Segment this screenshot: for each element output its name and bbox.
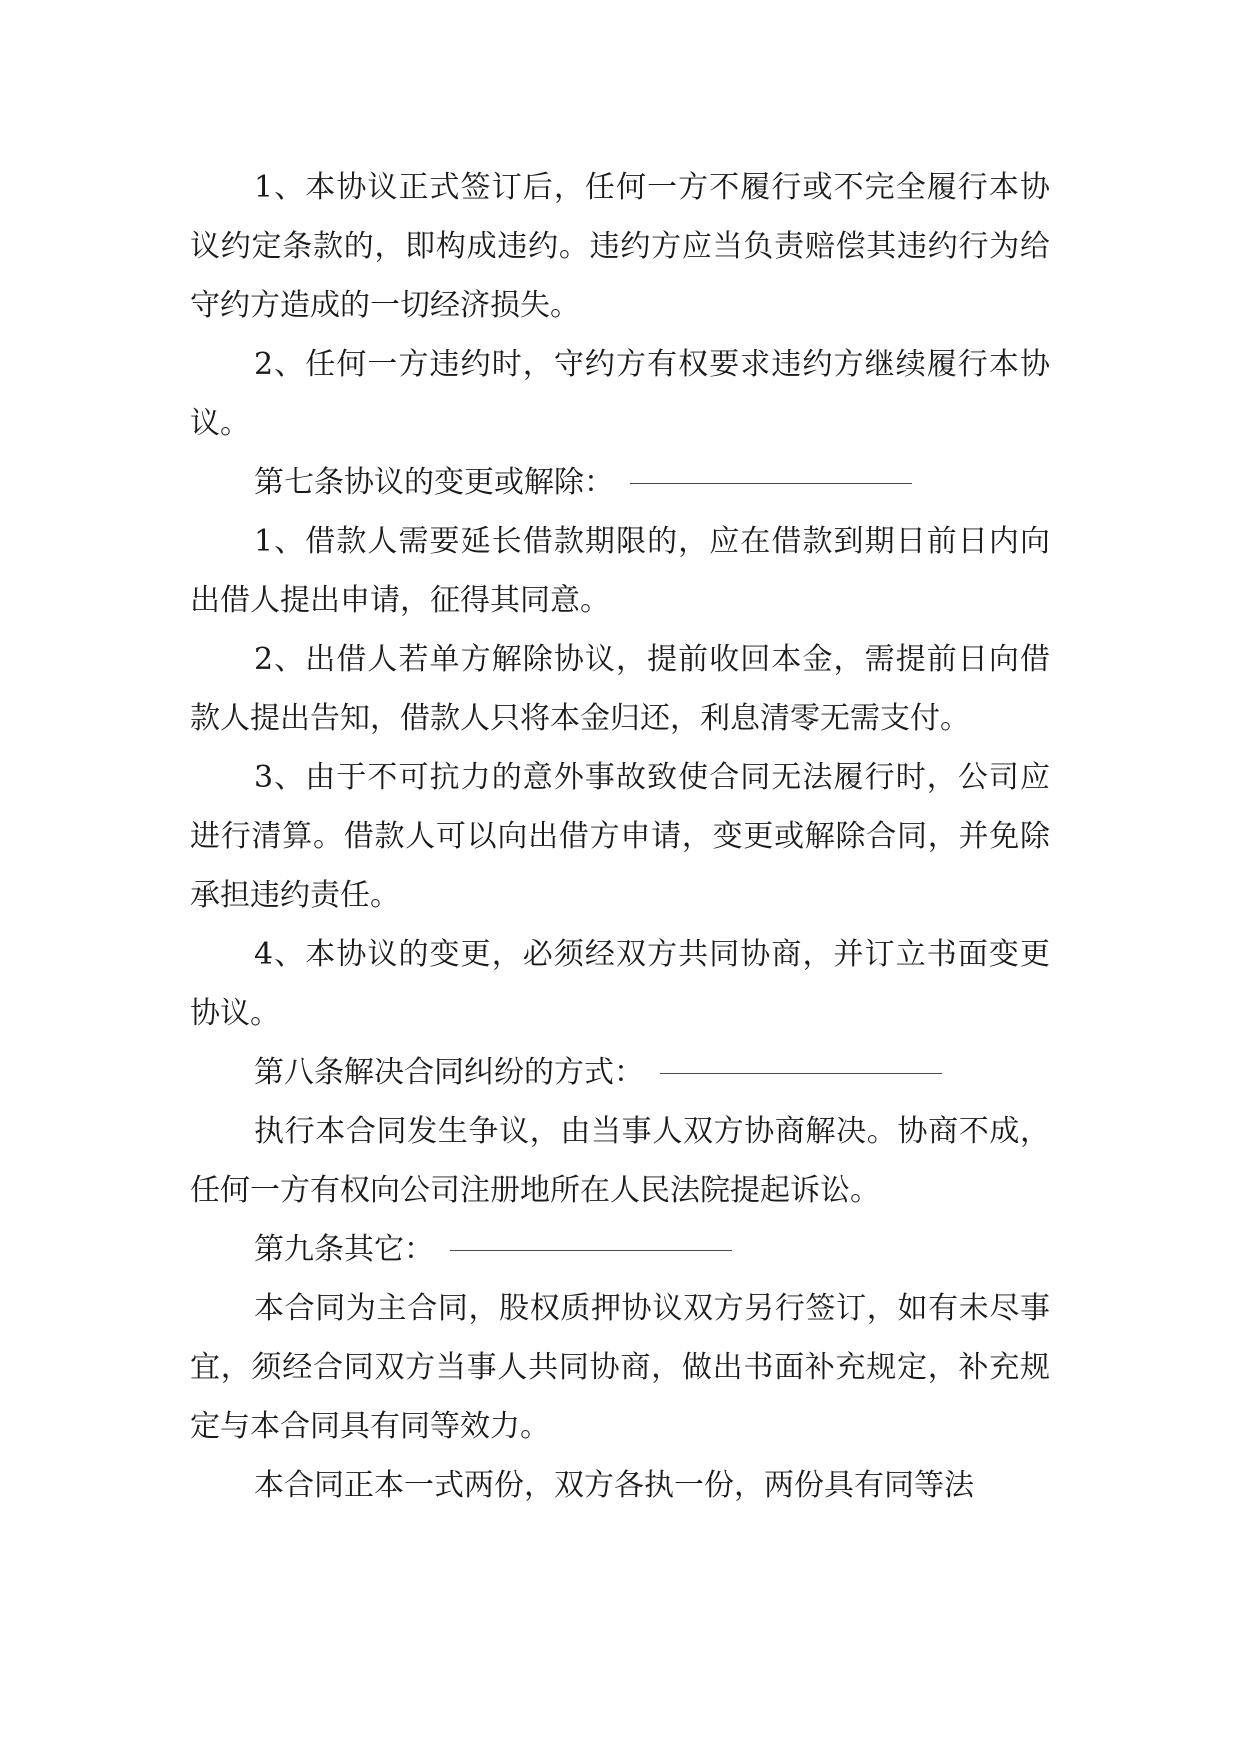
fill-in-blank-line (450, 1248, 732, 1251)
article-8-heading-text: 第八条解决合同纠纷的方式： (254, 1055, 644, 1090)
article-7-heading-text: 第七条协议的变更或解除： (254, 465, 614, 500)
paragraph-article-8-body: 执行本合同发生争议，由当事人双方协商解决。协商不成，任何一方有权向公司注册地所在人民法院提起诉讼。 (190, 1114, 1050, 1208)
paragraph-article-7-clause-4: 4、本协议的变更，必须经双方共同协商，并订立书面变更协议。 (190, 937, 1050, 1031)
document-body (190, 158, 1050, 1515)
fill-in-blank-line (630, 481, 912, 484)
paragraph-breach-clause-2: 2、任何一方违约时，守约方有权要求违约方继续履行本协议。 (190, 347, 1050, 441)
article-9-heading (190, 1220, 1050, 1279)
paragraph-copies-clause: 本合同正本一式两份，双方各执一份，两份具有同等法 (254, 1468, 974, 1503)
article-7-heading (190, 453, 1050, 512)
article-9-heading-text: 第九条其它： (254, 1232, 434, 1267)
fill-in-blank-line (660, 1071, 942, 1074)
article-8-heading (190, 1043, 1050, 1102)
paragraph-article-7-clause-3: 3、由于不可抗力的意外事故致使合同无法履行时，公司应进行清算。借款人可以向出借方申请，变更或解除合同，并免除承担违约责任。 (190, 760, 1050, 913)
paragraph-article-7-clause-1: 1、借款人需要延长借款期限的，应在借款到期日前日内向出借人提出申请，征得其同意。 (190, 524, 1050, 618)
paragraph-article-9-body: 本合同为主合同，股权质押协议双方另行签订，如有未尽事宜，须经合同双方当事人共同协商，做出书面补充规定，补充规定与本合同具有同等效力。 (190, 1291, 1050, 1444)
paragraph-article-7-clause-2: 2、出借人若单方解除协议，提前收回本金，需提前日向借款人提出告知，借款人只将本金归还，利息清零无需支付。 (190, 642, 1050, 736)
paragraph-breach-clause-1: 1、本协议正式签订后，任何一方不履行或不完全履行本协议约定条款的，即构成违约。违约方应当负责赔偿其违约行为给守约方造成的一切经济损失。 (190, 170, 1050, 323)
